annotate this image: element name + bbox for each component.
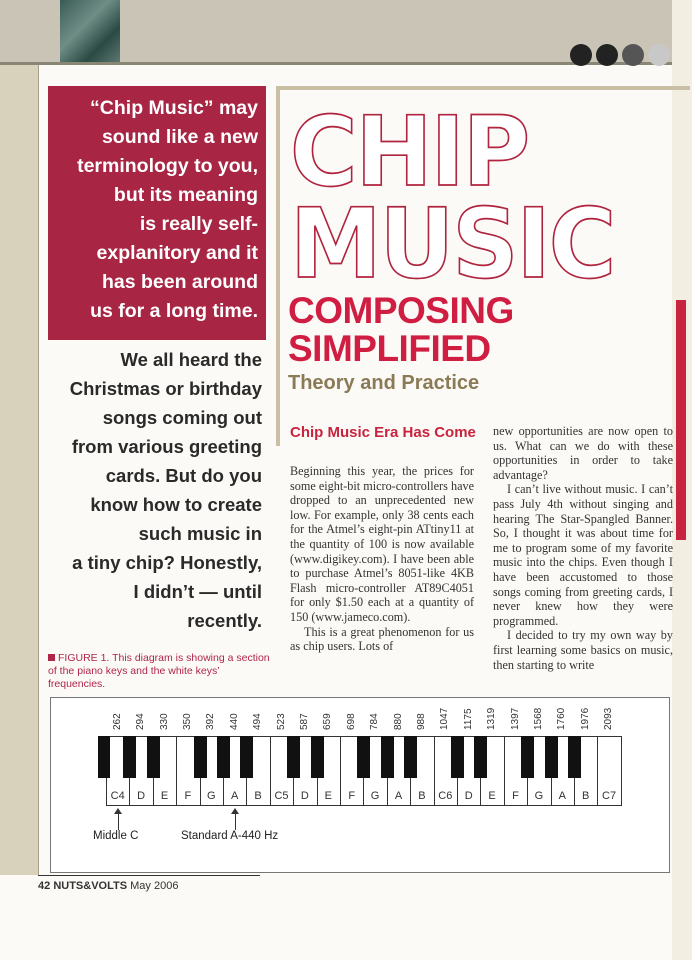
key-name-label: D <box>137 790 146 802</box>
key-frequency-label: 350 <box>181 713 193 730</box>
dot-icon <box>648 44 670 66</box>
pull-quote-line: sound like a new <box>101 126 258 148</box>
key-frequency-label: 294 <box>135 713 147 730</box>
dot-icon <box>570 44 592 66</box>
black-key <box>545 736 558 778</box>
section-heading: Chip Music Era Has Come <box>290 424 476 441</box>
title-music: MUSIC <box>290 187 615 300</box>
key-name-label: E <box>488 790 496 802</box>
key-name-label: G <box>207 790 216 802</box>
key-name-label: C7 <box>602 790 617 802</box>
key-frequency-label: 1976 <box>579 707 591 730</box>
key-name-label: B <box>418 790 426 802</box>
black-key <box>147 736 160 778</box>
key-name-label: F <box>348 790 356 802</box>
arrow-head-icon <box>231 808 239 814</box>
black-key <box>404 736 417 778</box>
body-column-1 <box>290 464 474 654</box>
key-frequency-label: 262 <box>111 713 123 730</box>
black-key <box>287 736 300 778</box>
key-name-label: E <box>324 790 332 802</box>
pull-quote <box>48 86 266 340</box>
arrow-head-icon <box>114 808 122 814</box>
key-frequency-label: 1397 <box>509 707 521 730</box>
black-key <box>474 736 487 778</box>
black-key <box>311 736 324 778</box>
footer-rule <box>38 875 260 876</box>
intro-line: such music in <box>138 523 262 544</box>
intro-line: songs coming out <box>102 407 262 428</box>
black-key <box>521 736 534 778</box>
intro-line: I didn’t — until <box>133 581 262 602</box>
black-key <box>568 736 581 778</box>
piano-figure <box>50 697 670 873</box>
key-frequency-label: 440 <box>228 713 240 730</box>
key-frequency-label: 1319 <box>486 707 498 730</box>
key-frequency-label: 1568 <box>532 707 544 730</box>
section-dots <box>570 44 670 68</box>
figure-annotation: Middle C <box>93 830 139 842</box>
key-frequency-label: 523 <box>275 713 287 730</box>
intro-line: know how to create <box>90 494 262 515</box>
figure-annotation: Standard A-440 Hz <box>181 830 279 842</box>
dot-icon <box>596 44 618 66</box>
square-bullet-icon <box>48 654 55 661</box>
key-frequency-label: 988 <box>415 713 427 730</box>
pull-quote-line: has been around <box>101 271 258 293</box>
key-frequency-label: 659 <box>322 713 334 730</box>
key-frequency-label: 587 <box>298 713 310 730</box>
key-frequency-label: 698 <box>345 713 357 730</box>
key-name-label: A <box>231 790 239 802</box>
issue-date: May 2006 <box>130 880 179 892</box>
black-key <box>123 736 136 778</box>
key-frequency-label: 1175 <box>462 708 474 730</box>
intro-line: cards. But do you <box>105 465 262 486</box>
key-name-label: A <box>394 790 403 802</box>
key-frequency-label: 880 <box>392 713 404 730</box>
circuit-board-image <box>60 0 120 64</box>
key-name-label: E <box>160 790 169 802</box>
paragraph: I can’t live without music. I can’t pass July 4th without singing and hearing The Star-Spangled Banner. So, I thought it was about time for me to program some of my favorite music into the chips. Even though I have been accustomed to those songs coming from greeting cards, I never knew how they were programmed. <box>493 482 673 628</box>
black-key <box>217 736 230 778</box>
key-name-label: B <box>582 790 590 802</box>
intro-line: Christmas or birthday <box>69 378 262 399</box>
key-name-label: G <box>534 790 544 802</box>
key-frequency-label: 2093 <box>603 707 615 730</box>
black-key <box>381 736 394 778</box>
dot-icon <box>622 44 644 66</box>
pull-quote-line: terminology to you, <box>77 155 258 177</box>
key-name-label: D <box>300 790 309 802</box>
pull-quote-line: but its meaning <box>113 184 258 206</box>
key-name-label: F <box>512 790 519 802</box>
paragraph: new opportunities are now open to us. What can we do with these opportunities in order to take advantage? <box>493 424 673 482</box>
page-footer <box>38 880 178 892</box>
left-margin-strip <box>0 65 39 875</box>
black-key <box>451 736 464 778</box>
intro-text <box>48 345 262 635</box>
subtitle-composing: COMPOSING SIMPLIFIED <box>288 290 514 369</box>
key-name-label: D <box>464 790 473 802</box>
paragraph: Beginning this year, the prices for some eight-bit micro-controllers have dropped to an unprecedented new low. For example, only 38 cents each for the Atmel’s eight-pin ATtiny11 at the quantity of 100 is now available (www.digikey.com). I have been able to purchase Atmel’s 8051-like 4KB Flash micro-controller AT89C4051 for only $1.50 each at a quantity of 150 (www.jameco.com). <box>290 464 474 624</box>
black-key <box>194 736 207 778</box>
paragraph: I decided to try my own way by first learning some basics on music, then starting to write <box>493 628 673 672</box>
key-name-label: C4 <box>110 790 125 802</box>
pull-quote-line: us for a long time. <box>90 300 258 322</box>
key-frequency-label: 1760 <box>556 707 568 730</box>
black-key <box>240 736 253 778</box>
magazine-name: NUTS&VOLTS <box>53 880 128 892</box>
intro-line: from various greeting <box>71 436 262 457</box>
black-key <box>357 736 370 778</box>
key-frequency-label: 784 <box>369 713 381 730</box>
pull-quote-line: is really self- <box>139 213 258 235</box>
paragraph: This is a great phenomenon for us as chip users. Lots of <box>290 624 474 654</box>
body-column-2 <box>493 424 673 672</box>
key-name-label: F <box>184 790 192 802</box>
intro-line: recently. <box>187 610 262 631</box>
key-frequency-label: 494 <box>252 713 264 730</box>
intro-line: We all heard the <box>120 349 262 370</box>
title-chip: CHIP <box>290 95 529 208</box>
key-frequency-label: 392 <box>205 713 217 730</box>
key-name-label: A <box>558 790 566 802</box>
key-name-label: C6 <box>438 790 453 802</box>
key-name-label: G <box>370 790 380 802</box>
subtitle-theory: Theory and Practice <box>288 372 480 394</box>
page-number: 42 <box>38 880 51 892</box>
key-frequency-label: 330 <box>158 713 170 730</box>
pull-quote-line: explanitory and it <box>96 242 258 264</box>
key-frequency-label: 1047 <box>439 707 451 730</box>
key-name-label: C5 <box>274 790 289 802</box>
black-key <box>98 736 110 778</box>
intro-line: a tiny chip? Honestly, <box>72 552 262 573</box>
figure-caption: FIGURE 1. This diagram is showing a section of the piano keys and the white keys’ frequencies. <box>48 652 270 690</box>
key-name-label: B <box>254 790 262 802</box>
pull-quote-line: “Chip Music” may <box>90 97 258 119</box>
